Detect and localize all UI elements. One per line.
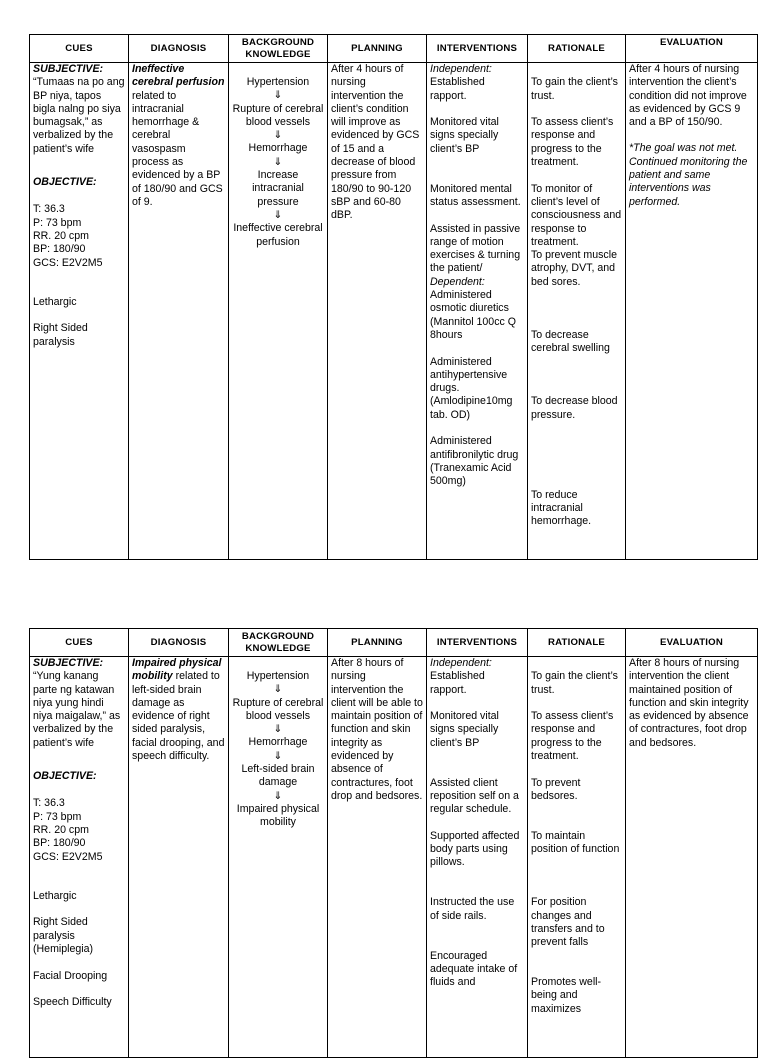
header-diagnosis: DIAGNOSIS bbox=[129, 35, 229, 63]
rationale-cell bbox=[528, 657, 626, 1058]
independent-interventions: Established rapport. Monitored vital signs specially client’s BP Monitored mental status assessment. Assisted in passive range of motion exercises & turning the patient/ bbox=[430, 76, 521, 275]
subjective-label: SUBJECTIVE: bbox=[33, 63, 104, 75]
independent-label: Independent: bbox=[430, 657, 492, 669]
header-background-knowledge: BACKGROUND KNOWLEDGE bbox=[229, 629, 328, 657]
objective-label: OBJECTIVE: bbox=[33, 770, 97, 783]
independent-label: Independent: bbox=[430, 63, 492, 75]
header-cues: CUES bbox=[30, 35, 129, 63]
background-knowledge-cell bbox=[229, 63, 328, 560]
table-row bbox=[30, 657, 758, 1058]
dependent-label: Dependent: bbox=[430, 275, 485, 288]
subjective-text: “Tumaas na po ang BP niya, tapos bigla nalng po siya bumagsak,” as verbalized by the patient’s wife bbox=[33, 76, 125, 155]
header-rationale: RATIONALE bbox=[528, 35, 626, 63]
vital-signs: T: 36.3 P: 73 bpm RR. 20 cpm BP: 180/90 GCS: E2V2M5 bbox=[33, 797, 103, 863]
header-diagnosis: DIAGNOSIS bbox=[129, 629, 229, 657]
planning-text: After 4 hours of nursing intervention the client’s condition will improve as evidenced by GCS of 15 and a decrease of blood pressure from 180/90 to 90-120 sBP and 60-80 dBP. bbox=[331, 63, 420, 222]
planning-text: After 8 hours of nursing intervention the client will be able to maintain position of function and skin integrity as evidenced by absence of contractures, foot drop and bedsores. bbox=[331, 657, 423, 802]
rationale-text: To gain the client’s trust. To assess client’s response and progress to the treatment. To prevent bedsores. To maintain position of function For position changes and transfers and to prevent falls Promotes well-being and maximizes bbox=[531, 670, 620, 1015]
header-evaluation: EVALUATION bbox=[626, 629, 758, 657]
vital-signs: T: 36.3 P: 73 bpm RR. 20 cpm BP: 180/90 GCS: E2V2M5 bbox=[33, 203, 103, 269]
cues-cell bbox=[30, 63, 129, 560]
diagnosis-text: related to intracranial hemorrhage & cerebral vasospasm process as evidenced by a BP of 180/90 and GCS of 9. bbox=[132, 89, 223, 208]
subjective-label: SUBJECTIVE: bbox=[33, 657, 104, 669]
header-cues: CUES bbox=[30, 629, 129, 657]
header-interventions: INTERVENTIONS bbox=[427, 35, 528, 63]
care-plan-table-2 bbox=[29, 628, 758, 1058]
objective-findings: Lethargic Right Sided paralysis bbox=[33, 295, 88, 348]
planning-cell bbox=[328, 63, 427, 560]
rationale-cell bbox=[528, 63, 626, 560]
header-row bbox=[30, 35, 758, 63]
background-knowledge-cell bbox=[229, 657, 328, 1058]
header-background-knowledge: BACKGROUND KNOWLEDGE bbox=[229, 35, 328, 63]
rationale-text: To gain the client’s trust. To assess client’s response and progress to the treatment. To monitor of client’s level of consciousness and response to treatment. To prevent muscle atrophy, DVT, and bed sores. To decrease cerebral swelling To decrease blood pressure. To reduce intracranial hemorrhage. bbox=[531, 76, 622, 528]
care-plan-table-1 bbox=[29, 34, 758, 560]
header-planning: PLANNING bbox=[328, 35, 427, 63]
diagnosis-cell bbox=[129, 63, 229, 560]
interventions-cell bbox=[427, 63, 528, 560]
subjective-text: “Yung kanang parte ng katawan niya yung hindi niya maigalaw,” as verbalized by the patient’s wife bbox=[33, 670, 121, 749]
evaluation-cell bbox=[626, 63, 758, 560]
header-planning: PLANNING bbox=[328, 629, 427, 657]
dependent-interventions: Administered osmotic diuretics (Mannitol 100cc Q 8hours Administered antihypertensive drugs. (Amlodipine10mg tab. OD) Administered antifibronilytic drug (Tranexamic Acid 500mg) bbox=[430, 289, 519, 488]
table-row bbox=[30, 63, 758, 560]
evaluation-note: *The goal was not met. Continued monitoring the patient and same interventions was performed. bbox=[629, 142, 748, 208]
background-flow: Hypertension ⇓ Rupture of cerebral blood vessels ⇓ Hemorrhage ⇓ Left-sided brain damage ⇓ Impaired physical mobility bbox=[232, 670, 324, 829]
diagnosis-title: Ineffective cerebral perfusion bbox=[132, 63, 225, 89]
header-rationale: RATIONALE bbox=[528, 629, 626, 657]
planning-cell bbox=[328, 657, 427, 1058]
objective-findings: Lethargic Right Sided paralysis (Hemiplegia) Facial Drooping Speech Difficulty bbox=[33, 889, 112, 1009]
diagnosis-cell bbox=[129, 657, 229, 1058]
cues-cell bbox=[30, 657, 129, 1058]
evaluation-cell bbox=[626, 657, 758, 1058]
evaluation-text: After 8 hours of nursing intervention the client maintained position of function and skin integrity as evidenced by absence of contractures, foot drop and bedsores. bbox=[629, 657, 749, 749]
evaluation-text: After 4 hours of nursing intervention the client’s condition did not improve as evidenced by GCS 9 and a BP of 150/90. bbox=[629, 63, 747, 129]
background-flow: Hypertension ⇓ Rupture of cerebral blood vessels ⇓ Hemorrhage ⇓ Increase intracranial pressure ⇓ Ineffective cerebral perfusion bbox=[232, 76, 324, 248]
diagnosis-text: related to left-sided brain damage as evidence of right sided paralysis, facial drooping, and speech difficulty. bbox=[132, 670, 225, 763]
independent-interventions: Established rapport. Monitored vital signs specially client’s BP Assisted client reposition self on a regular schedule. Supported affected body parts using pillows. Instructed the use of side rails. Encouraged adequate intake of fluids and bbox=[430, 670, 520, 989]
interventions-cell bbox=[427, 657, 528, 1058]
diagnosis-title: Impaired physical mobility bbox=[132, 657, 222, 683]
header-interventions: INTERVENTIONS bbox=[427, 629, 528, 657]
objective-label: OBJECTIVE: bbox=[33, 176, 97, 189]
header-evaluation: EVALUATION bbox=[626, 35, 758, 63]
header-row bbox=[30, 629, 758, 657]
